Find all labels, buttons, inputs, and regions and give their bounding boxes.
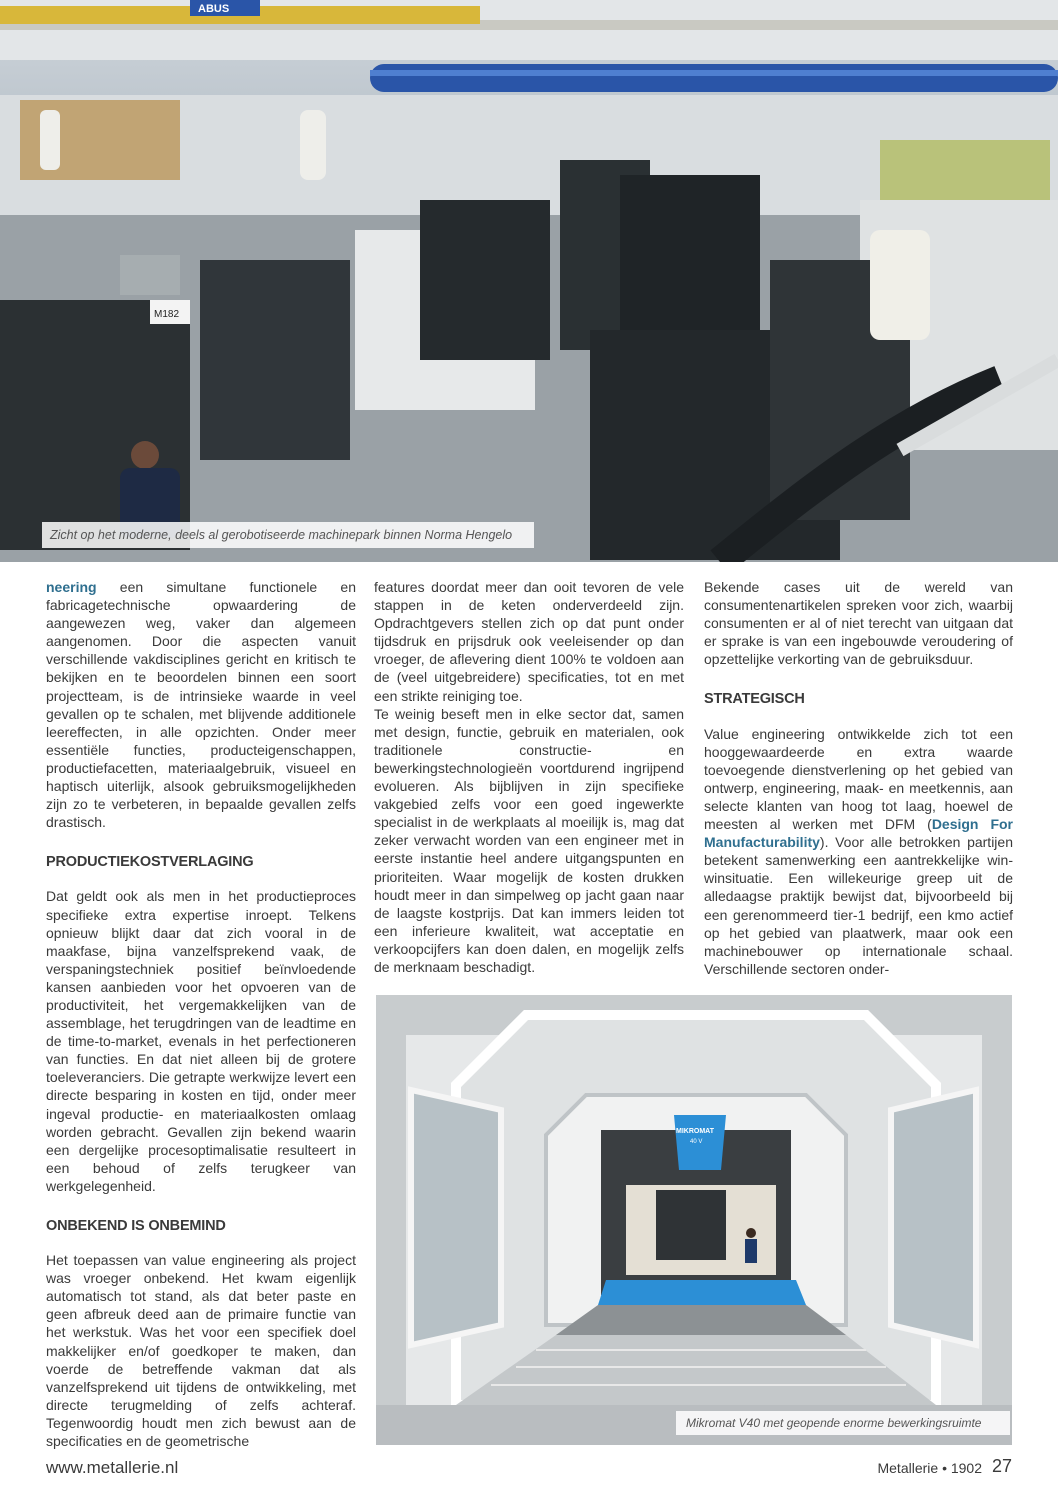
heading-onbekend: ONBEKEND IS ONBEMIND: [46, 1218, 226, 1234]
text-column-1: [46, 578, 356, 1450]
factory-illustration: [0, 0, 1058, 562]
dfm-bold-term: Design For Manufacturability: [704, 816, 1013, 851]
paragraph-cases: Bekende cases uit de wereld van consumentenartikelen spreken voor zich, waarbij consumenten er al of niet terecht van uitgaan dat er sprake is van een ingebouwde veroudering of opzettelijke verkorting van de gebruiksduur.: [704, 579, 1013, 668]
footer-magazine-issue: Metallerie • 1902: [877, 1460, 982, 1476]
heading-productiekostverlaging: PRODUCTIEKOSTVERLAGING: [46, 854, 254, 871]
text-column-2: [374, 578, 684, 976]
intro-text: een simultane functionele en fabricagetechnische opwaardering de aangewezen weg, vaker dan algemeen aangenomen. Door die aspecten vanuit verschillende vakdisciplines gericht en kritisch te bekijken en te beoordelen binnen een soort projectteam, is de intrinsieke waarde in veel gevallen op te schalen, met blijvende additionele leereffecten, in alle opzichten. Onder meer essentiële functies, producteigenschappen, productiefacetten, materiaalgebruik, visueel en haptisch uiterlijk, alsook gebruiksmogelijkheden zijn zo te verbeteren, in bepaalde gevallen zelfs drastisch.: [46, 579, 356, 831]
paragraph-onbekend: Het toepassen van value engineering als project was vroeger onbekend. Het kwam eigenlijk automatisch tot stand, als dat beter paste en geen afbreuk deed aan de primaire functie van het werkstuk. Was het voor een specifiek doel makkelijker en/of goedkoper te maken, dan voerde de betreffende vakman dat als vanzelfsprekend uit tijdens de ontwikkeling, met directe terugmelding of zelfs achteraf. Tegenwoordig houdt men zich bewust aan de specificaties en de geometrische: [46, 1252, 356, 1450]
footer-website-link[interactable]: www.metallerie.nl: [46, 1458, 179, 1477]
strategisch-text-start: Value engineering ontwikkelde zich tot een hooggewaardeerde en extra waarde toevoegende dienstverlening op het gebied van ontwerp, engineering, maak- en meetkennis, aan selecte klanten van hoog tot laag, hoewel de meesten al werken met DFM (: [704, 725, 1013, 833]
photo-caption: Zicht op het moderne, deels al gerobotiseerde machinepark binnen Norma Hengelo: [42, 522, 534, 548]
paragraph-productiekost: Dat geldt ook als men in het productieproces specifieke extra expertise inroept. Telkens opnieuw blijkt daar dat zich vooral in de maakfase, bijna vanzelfsprekend vaak, de verspaningstechniek positief beïnvloedende kansen aanbieden voor het opvoeren van de productiviteit, het vergemakkelijken van de assemblage, het terugdringen van de leadtime en de time-to-market, evenals in het perfectioneren van functies. En dat niet alleen bij de grotere toeleveranciers. Die getrapte werkwijze levert een directe besparing in kosten en tijd, onder meer ingeval productie- en materiaalkosten omlaag worden gebracht. Gevallen zijn bekend waarin een dergelijke procesoptimalisatie resulteert in een behoud of zelfs terugkeer van werkgelegenheid.: [46, 888, 356, 1194]
factory-photo: [0, 0, 1058, 562]
machine-brand: MIKROMAT: [676, 1128, 714, 1135]
page-number: 27: [991, 1456, 1012, 1476]
intro-paragraph: [46, 578, 356, 831]
mikromat-caption: Mikromat V40 met geopende enorme bewerkingsruimte: [676, 1411, 1010, 1435]
paragraph-features: features doordat meer dan ooit tevoren de vele stappen in de keten onderverdeeld zijn. Opdrachtgevers stellen zich op dat punt onder tijdsdruk en prijsdruk ook veeleisender op dan vroeger, de aflevering dient 100% te voldoen aan de (veel uitgebreidere) specificaties, tot en met een strikte reiniging toe.: [374, 579, 684, 704]
mikromat-illustration: [376, 995, 1012, 1445]
paragraph-strategisch: [704, 725, 1013, 978]
heading-strategisch: STRATEGISCH: [704, 691, 805, 708]
intro-bold-term: neering: [46, 579, 97, 595]
mikromat-photo: [376, 995, 1012, 1445]
machine-model: 40 V: [690, 1139, 703, 1145]
strategisch-text-end: ). Voor alle betrokken partijen betekent samenwerking een aantrekkelijke win-winsituatie. Een willekeurige greep uit de alledaagse praktijk bewijst dat, bijvoorbeeld bij een gerenommeerd tier-1 bedrijf, een kmo actief op het gebied van plaatwerk, maar ook een machinebouwer op internationale schaal. Verschillende sectoren onder-: [704, 834, 1013, 977]
paragraph-sector: Te weinig beseft men in elke sector dat, samen met design, functie, gebruik en materialen, ook traditionele constructie- en bewerkingstechnologieën voortdurend ingrijpend evolueren. Als bijblijven in zijn specifieke vakgebied zelfs voor een goed ingewerkte specialist in de werkplaats al moeilijk is, mag dat zeker verwacht worden van een engineer met in eerste instantie heel andere uitgangspunten en prioriteiten. Waar mogelijk de kosten drukken houdt meer in dan simpelweg op jacht gaan naar de laagste kostprijs. Dat kan immers leiden tot een inferieure kwaliteit, wat acceptatie en verkoopcijfers kan doen dalen, en mogelijk zelfs de merknaam beschadigt.: [374, 705, 684, 975]
machine-label: M182: [154, 309, 180, 320]
text-column-3: [704, 578, 1013, 978]
crane-label: ABUS: [198, 3, 230, 15]
